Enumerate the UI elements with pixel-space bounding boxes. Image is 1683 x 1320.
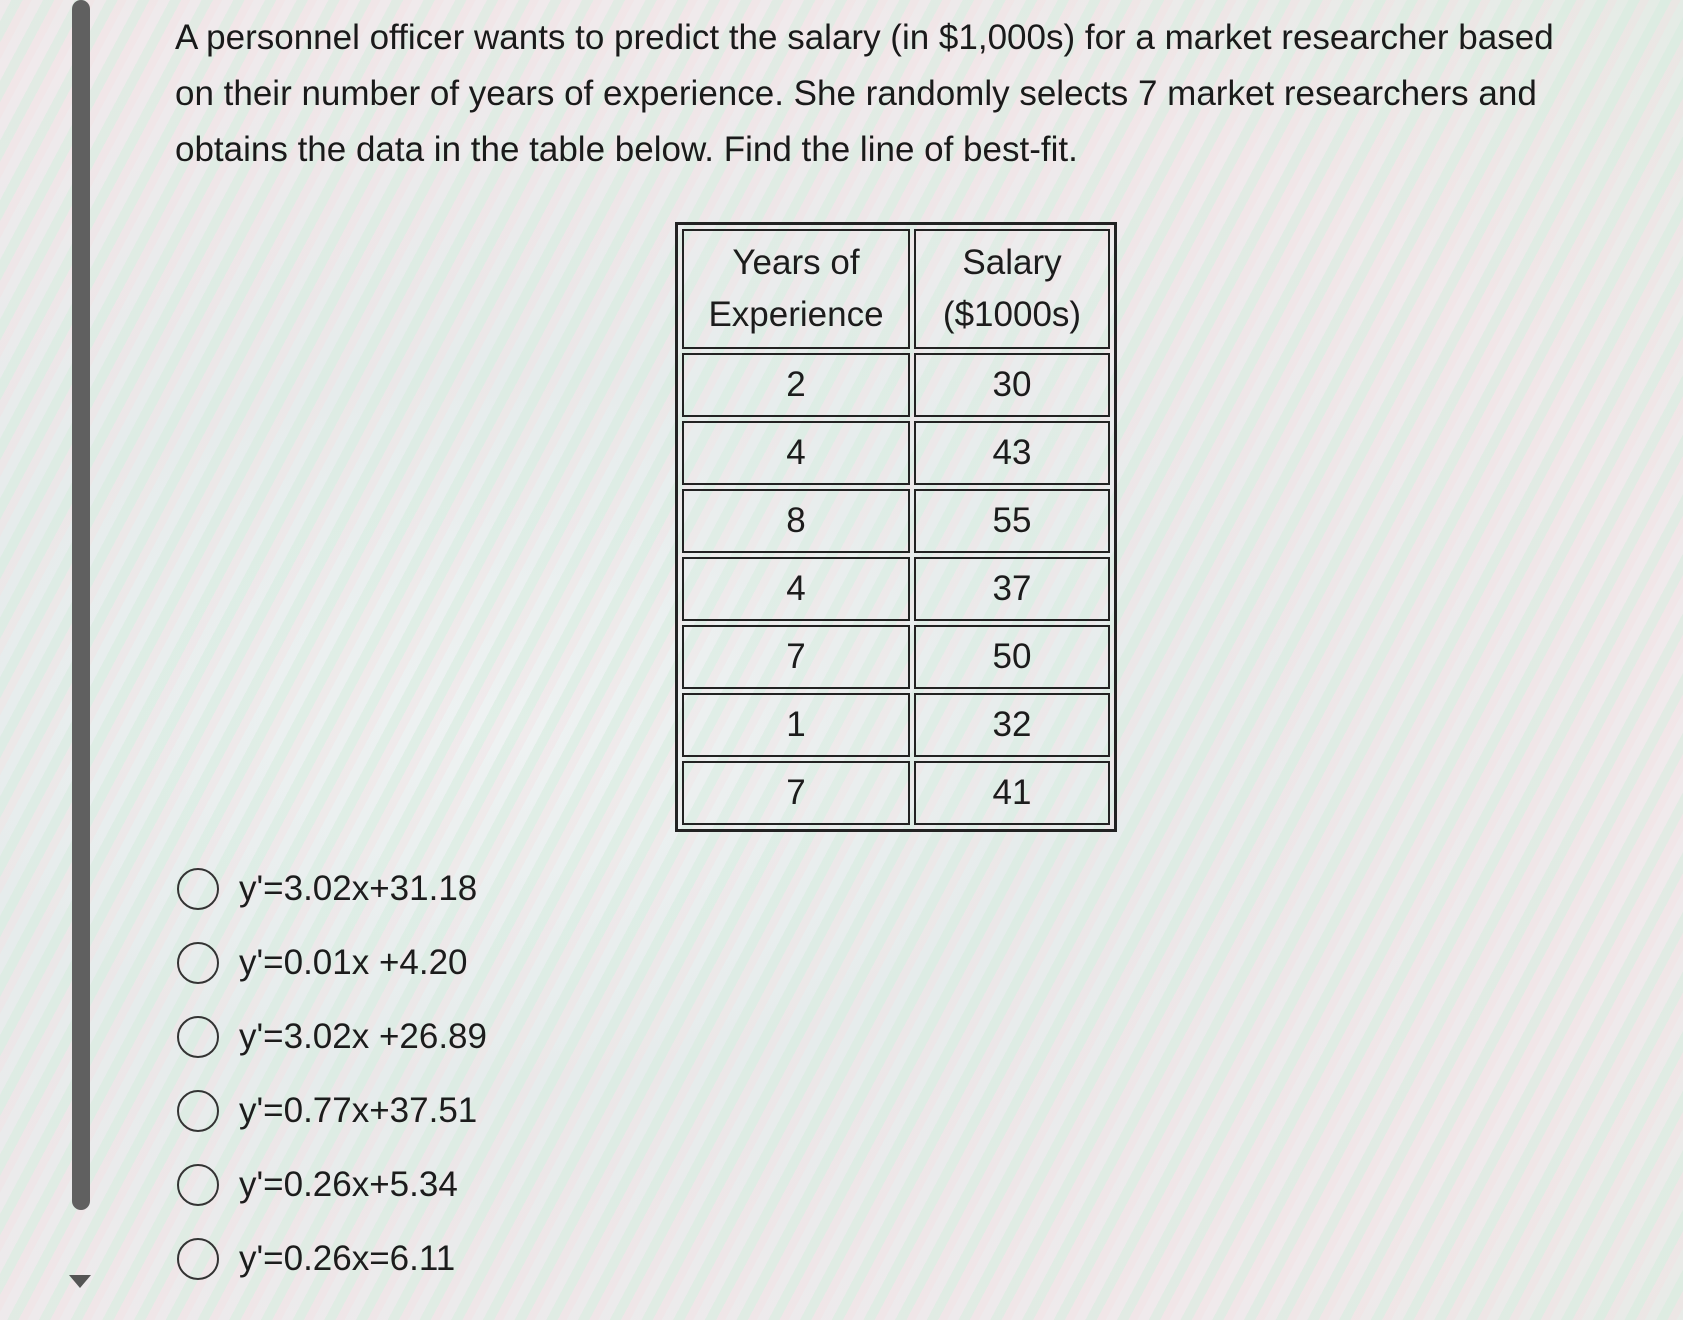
radio-button-icon[interactable]	[177, 868, 219, 910]
option-label: y'=0.01x +4.20	[239, 943, 468, 982]
cell-years: 7	[682, 625, 910, 689]
cell-years: 2	[682, 353, 910, 417]
scroll-down-arrow-icon[interactable]	[69, 1275, 91, 1288]
cell-years: 1	[682, 693, 910, 757]
cell-salary: 32	[914, 693, 1110, 757]
option-label: y'=0.26x+5.34	[239, 1165, 458, 1204]
radio-button-icon[interactable]	[177, 942, 219, 984]
scrollbar-thumb[interactable]	[72, 0, 90, 1210]
cell-salary: 30	[914, 353, 1110, 417]
table-row	[682, 353, 1110, 417]
table-row	[682, 489, 1110, 553]
header-years-experience: Years of Experience	[682, 229, 910, 349]
cell-years: 4	[682, 557, 910, 621]
data-table	[675, 222, 1117, 832]
radio-button-icon[interactable]	[177, 1090, 219, 1132]
answer-option-3[interactable]	[177, 1000, 487, 1074]
cell-salary: 55	[914, 489, 1110, 553]
cell-years: 4	[682, 421, 910, 485]
answer-option-6[interactable]	[177, 1222, 487, 1296]
answer-option-1[interactable]	[177, 852, 487, 926]
table-header-row	[682, 229, 1110, 349]
cell-salary: 41	[914, 761, 1110, 825]
cell-salary: 50	[914, 625, 1110, 689]
radio-button-icon[interactable]	[177, 1164, 219, 1206]
question-text: A personnel officer wants to predict the salary (in $1,000s) for a market researcher based on their number of years of experience. She randomly selects 7 market researchers and obtains the data in the table below. Find the line of best-fit.	[175, 18, 1554, 169]
answer-option-5[interactable]	[177, 1148, 487, 1222]
answer-options	[177, 852, 487, 1296]
table-row	[682, 421, 1110, 485]
answer-option-2[interactable]	[177, 926, 487, 1000]
radio-button-icon[interactable]	[177, 1016, 219, 1058]
option-label: y'=0.26x=6.11	[239, 1239, 456, 1278]
radio-button-icon[interactable]	[177, 1238, 219, 1280]
cell-years: 8	[682, 489, 910, 553]
table-row	[682, 557, 1110, 621]
table-row	[682, 761, 1110, 825]
table-row	[682, 625, 1110, 689]
cell-years: 7	[682, 761, 910, 825]
header-salary: Salary ($1000s)	[914, 229, 1110, 349]
option-label: y'=3.02x+31.18	[239, 869, 478, 908]
table-row	[682, 693, 1110, 757]
cell-salary: 37	[914, 557, 1110, 621]
answer-option-4[interactable]	[177, 1074, 487, 1148]
cell-salary: 43	[914, 421, 1110, 485]
option-label: y'=0.77x+37.51	[239, 1091, 478, 1130]
option-label: y'=3.02x +26.89	[239, 1017, 487, 1056]
